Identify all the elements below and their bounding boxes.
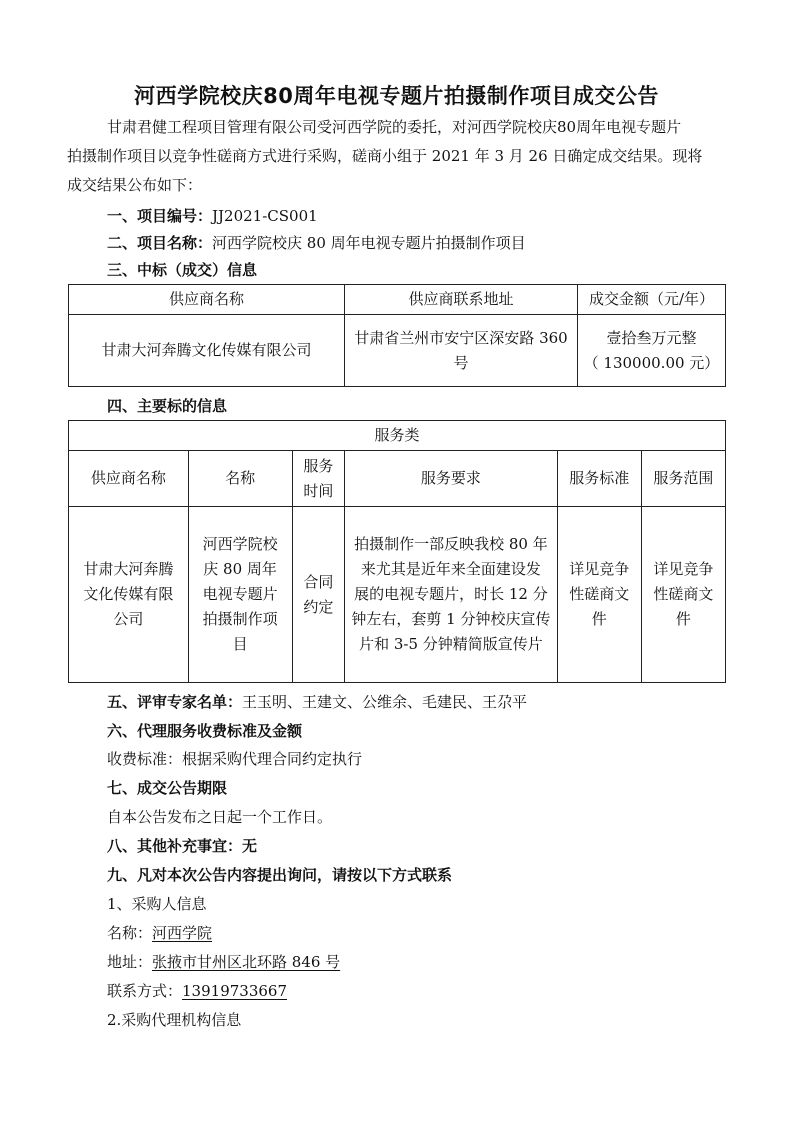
field-label: 联系方式： xyxy=(107,982,183,1000)
project-name: 河西学院校庆 80 周年电视专题片拍摄制作项目 xyxy=(212,234,526,252)
cell-line: 展的电视专题片，时长 12 分 xyxy=(354,585,548,603)
project-number: JJ2021-CS001 xyxy=(212,207,318,225)
section-experts xyxy=(107,691,527,713)
intro-line-2: 拍摄制作项目以竞争性磋商方式进行采购，磋商小组于 2021 年 3 月 26 日确定成交结果。现将 xyxy=(67,147,703,165)
section-inquiry: 九、凡对本次公告内容提出询问，请按以下方式联系 xyxy=(107,866,453,884)
cell-line: 钟左右，套剪 1 分钟校庆宣传 xyxy=(351,610,551,628)
cell-line: 河西学院校 xyxy=(202,535,278,553)
amount-words: 壹拾叁万元整 xyxy=(606,328,697,347)
cell-line: 性磋商文 xyxy=(569,585,630,603)
cell-line: 件 xyxy=(591,610,607,628)
period-text: 自本公告发布之日起一个工作日。 xyxy=(107,808,333,826)
section-other-matters xyxy=(107,835,257,857)
purchaser-contact xyxy=(107,980,287,1002)
section-label: 五、评审专家名单： xyxy=(107,693,243,711)
table-row xyxy=(69,315,726,387)
header-service-standard: 服务标准 xyxy=(557,451,641,507)
address-line: 号 xyxy=(453,353,469,372)
cell-service-requirement xyxy=(345,507,558,683)
address-line: 甘肃省兰州市安宁区深安路 360 xyxy=(354,328,568,347)
cell-line: 甘肃大河奔腾 xyxy=(83,560,174,578)
header-service-requirement: 服务要求 xyxy=(345,451,558,507)
purchaser-address-value: 张掖市甘州区北环路 846 号 xyxy=(152,953,341,971)
table-caption-row xyxy=(69,421,726,451)
cell-line: 公司 xyxy=(113,610,144,628)
purchaser-name-value: 河西学院 xyxy=(152,924,213,942)
cell-name xyxy=(188,507,292,683)
agency-info-heading: 2.采购代理机构信息 xyxy=(107,1011,242,1029)
table-header-row xyxy=(69,285,726,315)
subject-table xyxy=(68,420,726,683)
cell-supplier-name: 甘肃大河奔腾文化传媒有限公司 xyxy=(69,315,345,387)
purchaser-address xyxy=(107,951,340,973)
award-table xyxy=(68,284,726,387)
section-label: 八、其他补充事宜： xyxy=(107,837,243,855)
table-row xyxy=(69,507,726,683)
expert-list: 王玉明、王建文、公维余、毛建民、王尕平 xyxy=(242,693,528,711)
field-label: 地址： xyxy=(107,953,153,971)
other-matters-value: 无 xyxy=(242,837,258,855)
header-service-scope: 服务范围 xyxy=(641,451,725,507)
section-main-subject: 四、主要标的信息 xyxy=(107,397,228,415)
section-announcement-period: 七、成交公告期限 xyxy=(107,779,228,797)
intro-line-3: 成交结果公布如下： xyxy=(67,176,203,194)
cell-service-scope xyxy=(641,507,725,683)
cell-line: 件 xyxy=(675,610,691,628)
field-label: 名称： xyxy=(107,924,153,942)
header-name: 名称 xyxy=(188,451,292,507)
caption-service-type: 服务类 xyxy=(69,421,726,451)
header-line: 服务 xyxy=(303,456,334,475)
cell-line: 目 xyxy=(232,635,248,653)
section-agency-fee: 六、代理服务收费标准及金额 xyxy=(107,722,303,740)
cell-service-time xyxy=(292,507,345,683)
cell-line: 庆 80 周年 xyxy=(203,560,277,578)
section-label: 一、项目编号： xyxy=(107,207,213,225)
cell-line: 性磋商文 xyxy=(653,585,714,603)
section-project-name xyxy=(107,232,526,254)
purchaser-info-heading: 1、采购人信息 xyxy=(107,895,207,913)
section-label: 二、项目名称： xyxy=(107,234,213,252)
cell-line: 文化传媒有限 xyxy=(83,585,174,603)
table-header-row xyxy=(69,451,726,507)
header-amount: 成交金额（元/年） xyxy=(577,285,725,315)
cell-line: 约定 xyxy=(303,597,334,616)
purchaser-contact-value: 13919733667 xyxy=(182,982,287,1000)
header-service-time xyxy=(292,451,345,507)
cell-supplier-address xyxy=(345,315,578,387)
amount-figure: （ 130000.00 元） xyxy=(583,353,720,372)
cell-line: 电视专题片 xyxy=(202,585,278,603)
cell-supplier xyxy=(69,507,189,683)
cell-service-standard xyxy=(557,507,641,683)
cell-line: 详见竞争 xyxy=(569,560,630,578)
purchaser-name xyxy=(107,922,212,944)
cell-line: 合同 xyxy=(303,572,334,591)
header-supplier-address: 供应商联系地址 xyxy=(345,285,578,315)
intro-line-1: 甘肃君健工程项目管理有限公司受河西学院的委托，对河西学院校庆80周年电视专题片 xyxy=(107,118,682,136)
page-title: 河西学院校庆80周年电视专题片拍摄制作项目成交公告 xyxy=(134,84,659,108)
fee-standard-text: 收费标准：根据采购代理合同约定执行 xyxy=(107,750,363,768)
cell-line: 来尤其是近年来全面建设发 xyxy=(360,560,541,578)
header-supplier: 供应商名称 xyxy=(69,451,189,507)
cell-amount xyxy=(577,315,725,387)
cell-line: 拍摄制作项 xyxy=(202,610,278,628)
section-project-number xyxy=(107,205,318,227)
header-supplier-name: 供应商名称 xyxy=(69,285,345,315)
section-award-info: 三、中标（成交）信息 xyxy=(107,261,258,279)
cell-line: 详见竞争 xyxy=(653,560,714,578)
cell-line: 拍摄制作一部反映我校 80 年 xyxy=(354,535,548,553)
cell-line: 片和 3-5 分钟精简版宣传片 xyxy=(359,635,543,653)
header-line: 时间 xyxy=(303,481,334,500)
